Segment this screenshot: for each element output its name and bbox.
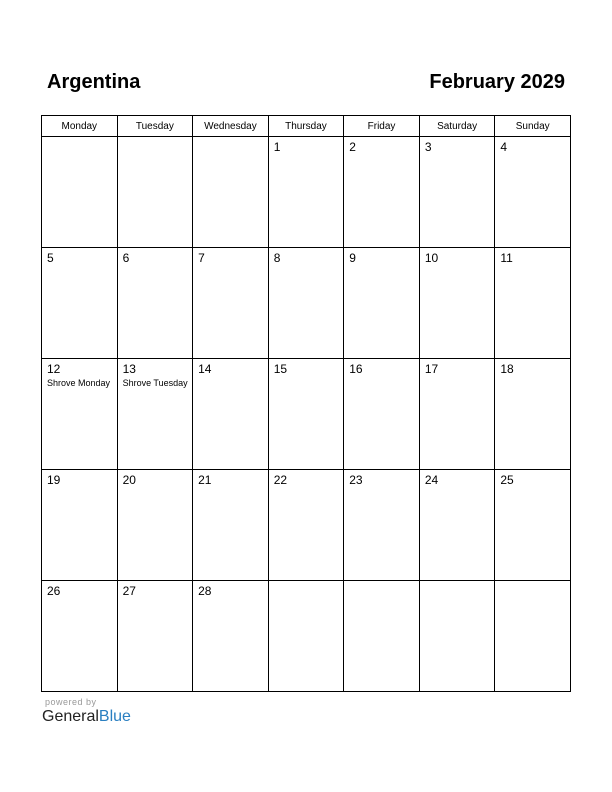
day-cell [344, 581, 420, 692]
day-cell [495, 581, 571, 692]
day-number: 5 [47, 251, 54, 265]
brand-blue-text: Blue [98, 708, 131, 725]
day-cell [193, 359, 269, 470]
day-number: 26 [47, 584, 61, 598]
day-cell [419, 137, 495, 248]
day-cell [42, 137, 118, 248]
day-cell [193, 581, 269, 692]
day-number: 22 [273, 473, 288, 487]
weekday-header: Tuesday [117, 116, 193, 137]
weekday-header: Thursday [268, 116, 344, 137]
generalblue-logo[interactable] [42, 708, 131, 726]
day-cell [268, 470, 344, 581]
day-number: 3 [424, 140, 432, 154]
day-number: 9 [349, 251, 356, 265]
week-row [42, 470, 571, 581]
day-cell [344, 470, 420, 581]
weekday-header-row [42, 116, 571, 137]
day-cell [495, 137, 571, 248]
calendar-grid [41, 115, 571, 692]
day-cell [344, 359, 420, 470]
day-number: 28 [198, 584, 212, 598]
day-cell [268, 248, 344, 359]
day-cell [419, 248, 495, 359]
day-cell [495, 359, 571, 470]
day-cell [344, 248, 420, 359]
day-cell [419, 581, 495, 692]
day-cell [117, 359, 193, 470]
day-number: 10 [424, 251, 439, 265]
day-cell [117, 470, 193, 581]
country-title: Argentina [47, 71, 141, 93]
day-cell [42, 248, 118, 359]
day-number: 13 [122, 362, 136, 376]
day-number: 8 [273, 251, 281, 265]
day-number: 23 [349, 473, 363, 487]
month-title: February 2029 [429, 71, 565, 93]
day-number: 19 [47, 473, 61, 487]
day-number: 18 [500, 362, 514, 376]
day-cell [268, 137, 344, 248]
weekday-header: Monday [42, 116, 118, 137]
day-number: 20 [122, 473, 136, 487]
day-cell [193, 470, 269, 581]
powered-by-label: powered by [45, 697, 97, 707]
day-number: 6 [122, 251, 130, 265]
day-cell [419, 359, 495, 470]
day-number: 25 [500, 473, 514, 487]
day-cell [419, 470, 495, 581]
day-cell [42, 581, 118, 692]
week-row [42, 248, 571, 359]
holiday-label: Shrove Tuesday [122, 378, 188, 388]
day-cell [42, 470, 118, 581]
weekday-header: Saturday [419, 116, 495, 137]
day-cell [117, 137, 193, 248]
day-cell [42, 359, 118, 470]
day-number: 12 [47, 362, 61, 376]
week-row [42, 359, 571, 470]
day-number: 14 [198, 362, 212, 376]
holiday-label: Shrove Monday [47, 378, 111, 388]
week-row [42, 137, 571, 248]
day-cell [495, 470, 571, 581]
day-number: 24 [424, 473, 439, 487]
day-cell [193, 137, 269, 248]
day-cell [193, 248, 269, 359]
day-number: 17 [424, 362, 439, 376]
day-cell [117, 581, 193, 692]
week-row [42, 581, 571, 692]
day-cell [495, 248, 571, 359]
day-number: 15 [273, 362, 288, 376]
day-number: 2 [349, 140, 356, 154]
day-number: 16 [349, 362, 363, 376]
day-number: 7 [198, 251, 205, 265]
day-number: 21 [198, 473, 212, 487]
day-cell [117, 248, 193, 359]
day-number: 27 [122, 584, 136, 598]
day-cell [268, 359, 344, 470]
day-cell [344, 137, 420, 248]
brand-general-text: General [42, 708, 99, 725]
day-number: 11 [500, 251, 513, 265]
weekday-header: Wednesday [193, 116, 269, 137]
day-number: 1 [273, 140, 281, 154]
weekday-header: Sunday [495, 116, 571, 137]
day-cell [268, 581, 344, 692]
weekday-header: Friday [344, 116, 420, 137]
day-number: 4 [500, 140, 508, 154]
